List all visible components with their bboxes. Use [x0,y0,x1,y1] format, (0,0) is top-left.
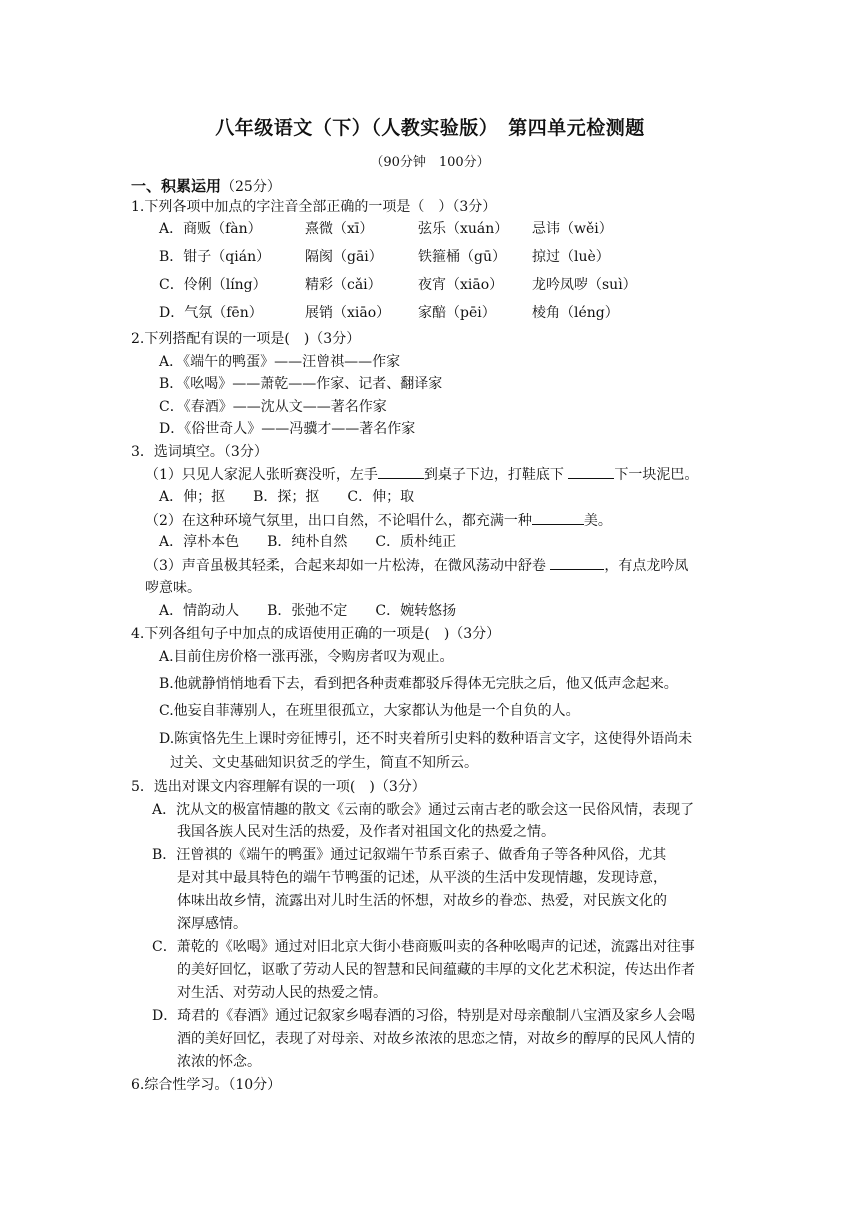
q5-a-line2: 我国各族人民对生活的热爱，及作者对祖国文化的热爱之情。 [177,824,555,840]
q1-a4: 忌讳（wěi） [532,221,613,237]
q1-a3: 弦乐（xuán） [418,221,509,237]
q4-option-a: A.目前住房价格一涨再涨，令购房者叹为观止。 [159,649,454,665]
q3-s3-part1: （3）声音虽极其轻柔，合起来却如一片松涛，在微风荡动中舒卷 [145,558,546,574]
q5-a-line1: A．沈从文的极富情趣的散文《云南的歌会》通过云南古老的歌会这一民俗风情，表现了 [152,802,695,818]
q5-b-line1: B．汪曾祺的《端午的鸭蛋》通过记叙端午节系百索子、做香角子等各种风俗，尤其 [152,847,667,863]
section-heading [131,175,281,196]
q1-c2: 精彩（cǎi） [305,277,382,293]
q2-stem: 2.下列搭配有误的一项是( )（3分） [131,331,361,347]
q3-options-3: A．情韵动人 B．张弛不定 C．婉转悠扬 [159,603,457,619]
q1-d3: 家醅（pēi） [418,305,496,321]
blank-3[interactable] [532,510,584,525]
q5-c-line1: C．萧乾的《吆喝》通过对旧北京大街小巷商贩叫卖的各种吆喝声的记述，流露出对往事 [152,939,695,955]
q2-option-d: D．《俗世奇人》——冯骥才——著名作家 [159,421,416,437]
q3-sentence-1 [145,464,698,485]
q1-a1: A．商贩（fàn） [159,221,262,237]
q2-option-c: C．《春酒》——沈从文——著名作家 [159,399,387,415]
q1-c1: C．伶俐（líng） [159,277,267,293]
q3-s2-part2: 美。 [583,513,612,529]
q5-b-line3: 体味出故乡情，流露出对儿时生活的怀想，对故乡的眷恋、热爱，对民族文化的 [177,893,667,909]
q3-options-2: A．淳朴本色 B．纯朴自然 C．质朴纯正 [159,534,457,550]
q1-d1: D．气氛（fēn） [159,305,263,321]
q1-stem: 1.下列各项中加点的字注音全部正确的一项是（ ）（3分） [131,199,497,215]
q5-c-line3: 对生活、对劳动人民的热爱之情。 [177,985,387,1001]
q1-b2: 隔阂（gāi） [305,249,383,265]
q4-option-c: C.他妄自菲薄别人，在班里很孤立，大家都认为他是一个自负的人。 [159,703,580,719]
q5-stem: 5．选出对课文内容理解有误的一项( )（3分） [131,779,426,795]
q3-s3-part2: ，有点龙吟凤 [604,558,689,574]
q1-b1: B．钳子（qián） [159,249,271,265]
q1-b3: 铁箍桶（gū） [418,249,506,265]
q4-option-b: B.他就静悄悄地看下去，看到把各种责难都驳斥得体无完肤之后，他又低声念起来。 [159,676,678,692]
q5-b-line4: 深厚感情。 [177,916,247,932]
time-and-score: （90分钟 100分） [370,155,490,170]
section-points: （25分） [221,179,281,195]
q3-sentence-3-cont: 哕意味。 [145,580,201,596]
q1-d4: 棱角（léng） [532,305,619,321]
q3-options-1: A．伸；抠 B．探；抠 C．伸；取 [159,489,415,505]
q5-c-line2: 的美好回忆，讴歌了劳动人民的智慧和民间蕴藏的丰厚的文化艺术积淀，传达出作者 [177,962,695,978]
section-title: 一、积累运用 [131,177,222,195]
blank-2[interactable] [568,464,614,479]
blank-1[interactable] [378,464,424,479]
q4-option-d-cont: 过关、文史基础知识贫乏的学生，简直不知所云。 [170,755,478,771]
q1-d2: 展销（xiāo） [305,305,391,321]
q1-c4: 龙吟凤哕（suì） [532,277,637,293]
q5-d-line1: D．琦君的《春酒》通过记叙家乡喝春酒的习俗，特别是对母亲酿制八宝酒及家乡人会喝 [152,1008,696,1024]
blank-4[interactable] [550,555,604,570]
q5-d-line3: 浓浓的怀念。 [177,1054,261,1070]
q3-s1-part2: 到桌子下边，打鞋底下 [423,467,564,483]
q6-stem: 6.综合性学习。（10分） [131,1077,282,1093]
q2-option-a: A．《端午的鸭蛋》——汪曾祺——作家 [159,354,401,370]
q3-sentence-3 [145,555,688,576]
q3-s1-part1: （1）只见人家泥人张昕赛没听，左手 [145,467,378,483]
q3-s1-part3: 下一块泥巴。 [614,467,699,483]
q1-b4: 掠过（luè） [532,249,610,265]
q5-d-line2: 酒的美好回忆，表现了对母亲、对故乡浓浓的思恋之情，对故乡的醇厚的民风人情的 [177,1031,695,1047]
q1-c3: 夜宵（xiāo） [418,277,504,293]
q4-stem: 4.下列各组句子中加点的成语使用正确的一项是( )（3分） [131,626,501,642]
q5-b-line2: 是对其中最具特色的端午节鸭蛋的记述，从平淡的生活中发现情趣，发现诗意， [177,870,667,886]
q2-option-b: B．《吆喝》——萧乾——作家、记者、翻译家 [159,376,443,392]
q1-a2: 熹微（xī） [305,221,374,237]
page-title: 八年级语文（下）（人教实验版） 第四单元检测题 [215,117,645,139]
q3-s2-part1: （2）在这种环境气氛里，出口自然，不论唱什么，都充满一种 [145,513,532,529]
q3-stem: 3．选词填空。（3分） [131,444,268,460]
q3-sentence-2 [145,510,612,531]
q4-option-d: D.陈寅恪先生上课时旁征博引，还不时夹着所引史料的数种语言文字，这使得外语尚未 [159,731,693,747]
